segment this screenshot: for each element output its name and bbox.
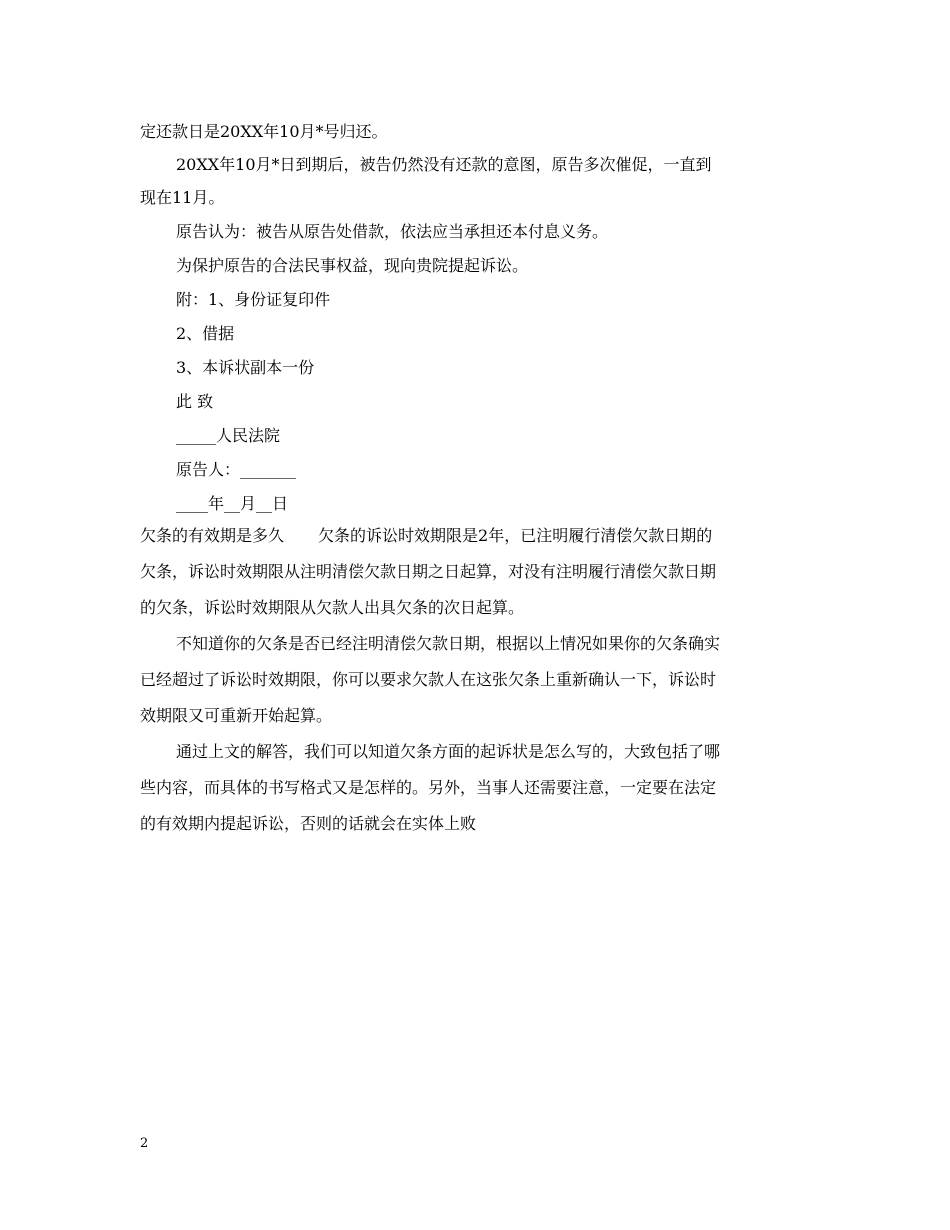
attachment-heading: 附：1、身份证复印件 (176, 290, 331, 309)
text-line: 欠条，诉讼时效期限从注明清偿欠款日期之日起算，对没有注明履行清偿欠款日期 (140, 562, 717, 581)
text-line: 效期限又可重新开始起算。 (140, 706, 333, 725)
attachment-item: 3、本诉状副本一份 (176, 358, 315, 377)
text-line: 为保护原告的合法民事权益，现向贵院提起诉讼。 (176, 256, 529, 275)
attachment-item: 2、借据 (176, 324, 235, 343)
text-line: 的有效期内提起诉讼，否则的话就会在实体上败 (140, 814, 477, 833)
text-line: 通过上文的解答，我们可以知道欠条方面的起诉状是怎么写的，大致包括了哪 (176, 742, 721, 761)
salutation: 此 致 (176, 392, 214, 411)
section-first-line (140, 524, 712, 548)
text-line: 些内容，而具体的书写格式又是怎样的。另外，当事人还需要注意，一定要在法定 (140, 778, 717, 797)
text-line: 已经超过了诉讼时效期限，你可以要求欠款人在这张欠条上重新确认一下，诉讼时 (140, 670, 717, 689)
section-text: 欠条的诉讼时效期限是2年，已注明履行清偿欠款日期的 (318, 526, 713, 545)
text-line: 20XX年10月*日到期后，被告仍然没有还款的意图，原告多次催促，一直到 (176, 155, 712, 174)
text-line: 定还款日是20XX年10月*号归还。 (140, 122, 388, 141)
text-line: 原告认为：被告从原告处借款，依法应当承担还本付息义务。 (176, 222, 609, 241)
section-title: 欠条的有效期是多久 (140, 526, 285, 545)
page-number: 2 (140, 1136, 149, 1151)
court-name-blank: _____人民法院 (176, 426, 281, 445)
text-line: 现在11月。 (140, 188, 225, 207)
text-line: 不知道你的欠条是否已经注明清偿欠款日期，根据以上情况如果你的欠条确实 (176, 634, 721, 653)
date-blank: ____年__月__日 (176, 494, 289, 513)
text-line: 的欠条，诉讼时效期限从欠款人出具欠条的次日起算。 (140, 598, 525, 617)
plaintiff-signature-blank: 原告人：_______ (176, 460, 297, 479)
